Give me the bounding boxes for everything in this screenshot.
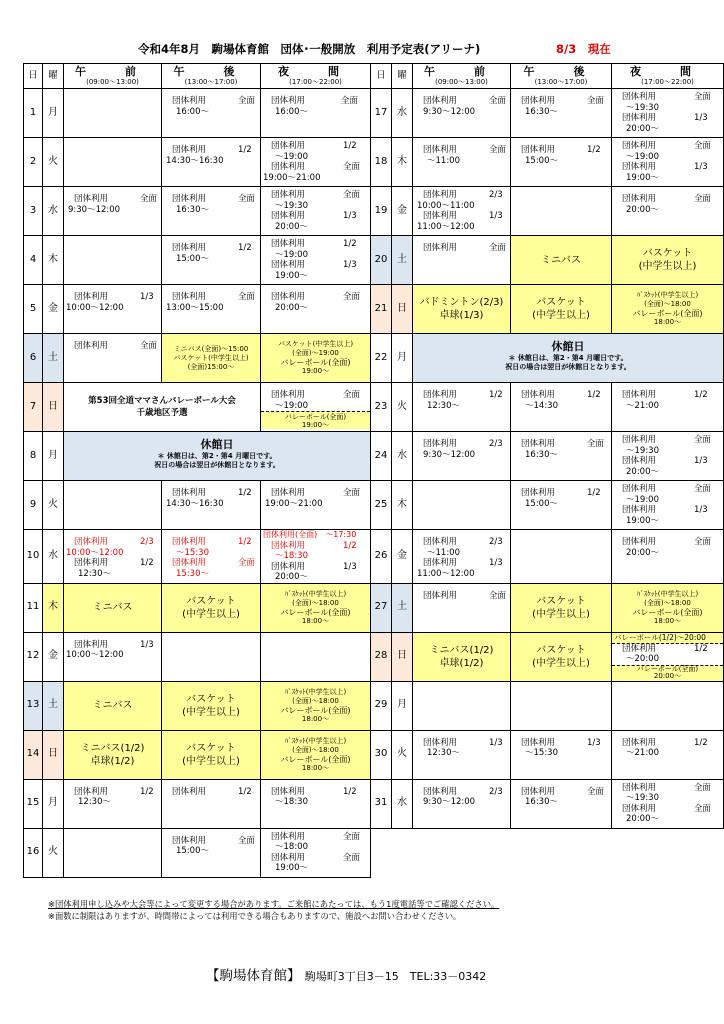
am-cell: [413, 481, 511, 530]
schedule-table: [23, 63, 724, 878]
weekday: 月: [392, 334, 413, 383]
empty-area: [371, 828, 724, 877]
table-row: [24, 481, 724, 530]
event-cell: 第53回全道ママさんバレーボール大会 千歳地区予選: [64, 383, 261, 432]
night-cell: 団体利用 全面 ～19:00 団体利用 1/3 19:00～: [612, 481, 724, 530]
table-row: [24, 632, 724, 681]
table-row: [24, 583, 724, 632]
night-cell: ﾊﾞｽｹｯﾄ(中学生以上) (全面)～18:00 バレーボール(全面) 18:00～: [261, 583, 371, 632]
weekday: 金: [392, 530, 413, 584]
day-number: 4: [24, 236, 43, 285]
pm-cell: 団体利用 全面 16:30～: [162, 187, 261, 236]
day-number: 20: [371, 236, 392, 285]
night-cell: バスケット(中学生以上) (全面)～19:00 バレーボール(全面) 19:00～: [261, 334, 371, 383]
am-cell: [64, 236, 162, 285]
table-row: [24, 730, 724, 779]
day-number: 9: [24, 481, 43, 530]
header-row: [24, 64, 724, 89]
day-number: 7: [24, 383, 43, 432]
am-cell: [64, 481, 162, 530]
am-cell: 団体利用 2/3 9:30～12:00: [413, 779, 511, 828]
col-day: 日: [24, 64, 43, 89]
weekday: 木: [43, 236, 64, 285]
weekday: 土: [43, 681, 64, 730]
day-number: 18: [371, 138, 392, 187]
table-row: [24, 187, 724, 236]
night-cell: 団体利用 全面 ～19:30 団体利用 全面 20:00～: [612, 779, 724, 828]
day-number: 30: [371, 730, 392, 779]
table-row: [24, 285, 724, 334]
pm-cell: ミニバス: [511, 236, 612, 285]
night-cell: 団体利用 全面 19:00～21:00: [261, 481, 371, 530]
pm-cell: 団体利用 1/2 14:30～16:30: [162, 481, 261, 530]
night-cell: 団体利用 全面 ～18:00 団体利用 全面 19:00～: [261, 828, 371, 877]
weekday: 木: [392, 138, 413, 187]
pm-cell: バスケット (中学生以上): [511, 583, 612, 632]
weekday: 火: [43, 828, 64, 877]
weekday: 水: [392, 779, 413, 828]
am-cell: ミニバス(1/2) 卓球(1/2): [413, 632, 511, 681]
col-night: 夜 間 (17:00～22:00): [612, 64, 724, 89]
col-pm: 午 後 (13:00～17:00): [162, 64, 261, 89]
weekday: 日: [43, 383, 64, 432]
am-cell: ミニバス: [64, 681, 162, 730]
night-cell: 団体利用 全面 ～19:30 団体利用 1/3 20:00～: [261, 187, 371, 236]
table-row: [24, 530, 724, 584]
day-number: 29: [371, 681, 392, 730]
pm-cell: [162, 632, 261, 681]
facility-name: 【駒場体育館】: [206, 968, 301, 984]
pm-cell: 団体利用 1/2 15:00～: [511, 481, 612, 530]
night-cell: 団体利用 1/2 ～18:30: [261, 779, 371, 828]
day-number: 1: [24, 89, 43, 138]
night-cell: 団体利用 全面 ～19:30 団体利用 1/3 20:00～: [612, 432, 724, 481]
pm-cell: [511, 530, 612, 584]
night-cell: ﾊﾞｽｹｯﾄ(中学生以上) (全面)～18:00 バレーボール(全面) 18:00～: [612, 583, 724, 632]
night-cell: ﾊﾞｽｹｯﾄ(中学生以上) (全面)～18:00 バレーボール(全面) 18:00～: [612, 285, 724, 334]
col-am: 午 前 (09:00～13:00): [413, 64, 511, 89]
am-cell: [64, 828, 162, 877]
pm-cell: 団体利用 1/2: [162, 779, 261, 828]
col-day: 日: [371, 64, 392, 89]
am-cell: 団体利用 1/3 10:00～12:00: [64, 285, 162, 334]
weekday: 金: [43, 632, 64, 681]
am-cell: ミニバス(1/2) 卓球(1/2): [64, 730, 162, 779]
pm-cell: [511, 187, 612, 236]
notes: [48, 898, 499, 922]
day-number: 12: [24, 632, 43, 681]
col-weekday: 曜: [43, 64, 64, 89]
table-row: [24, 432, 724, 481]
day-number: 2: [24, 138, 43, 187]
weekday: 木: [43, 583, 64, 632]
am-cell: [64, 138, 162, 187]
day-number: 3: [24, 187, 43, 236]
day-number: 10: [24, 530, 43, 584]
pm-cell: 団体利用 全面 16:00～: [162, 89, 261, 138]
pm-cell: 団体利用 全面 16:30～: [511, 89, 612, 138]
note-capacity: ※面数に制限はありますが、時間帯によっては利用できる場合もありますので、施設へお問い合わせください。: [48, 911, 462, 921]
pm-cell: 団体利用 1/2 14:30～16:30: [162, 138, 261, 187]
am-cell: 団体利用 全面: [64, 334, 162, 383]
am-cell: 団体利用 全面: [413, 236, 511, 285]
night-cell: 団体利用 全面 ～19:30 団体利用 1/3 20:00～: [612, 89, 724, 138]
day-number: 14: [24, 730, 43, 779]
day-number: 6: [24, 334, 43, 383]
weekday: 火: [43, 481, 64, 530]
day-number: 16: [24, 828, 43, 877]
day-number: 19: [371, 187, 392, 236]
night-cell: 団体利用 1/2 ～21:00: [612, 383, 724, 432]
day-number: 5: [24, 285, 43, 334]
day-number: 13: [24, 681, 43, 730]
am-cell: [413, 681, 511, 730]
pm-cell: [511, 681, 612, 730]
am-cell: 団体利用 2/3 ～11:00 団体利用 1/3 11:00～12:00: [413, 530, 511, 584]
schedule-title: 令和4年8月 駒場体育館 団体･一般開放 利用予定表(アリーナ): [138, 42, 481, 56]
am-cell: ミニバス: [64, 583, 162, 632]
day-number: 26: [371, 530, 392, 584]
weekday: 月: [392, 681, 413, 730]
night-cell: 団体利用 1/2 ～19:00 団体利用 全面 19:00～21:00: [261, 138, 371, 187]
day-number: 15: [24, 779, 43, 828]
night-cell: 団体利用 全面 20:00～: [261, 285, 371, 334]
day-number: 11: [24, 583, 43, 632]
weekday: 月: [43, 779, 64, 828]
am-cell: 団体利用 2/3 10:00～12:00 団体利用 1/2 12:30～: [64, 530, 162, 584]
weekday: 金: [43, 285, 64, 334]
footer: [206, 964, 486, 984]
day-number: 31: [371, 779, 392, 828]
col-weekday: 曜: [392, 64, 413, 89]
am-cell: 団体利用 全面 9:30～12:00: [64, 187, 162, 236]
update-date: 8/3 現在: [556, 42, 611, 56]
col-pm: 午 後 (13:00～17:00): [511, 64, 612, 89]
am-cell: 団体利用 1/2 12:30～: [64, 779, 162, 828]
night-cell: [612, 681, 724, 730]
am-cell: 団体利用 1/2 12:30～: [413, 383, 511, 432]
table-row: [24, 828, 724, 877]
day-number: 28: [371, 632, 392, 681]
pm-cell: バスケット (中学生以上): [511, 285, 612, 334]
night-cell: 団体利用 全面 ～19:00 バレーボール(全面) 19:00～: [261, 383, 371, 432]
day-number: 22: [371, 334, 392, 383]
weekday: 水: [392, 432, 413, 481]
weekday: 水: [43, 530, 64, 584]
night-cell: 団体利用 全面 16:00～: [261, 89, 371, 138]
weekday: 土: [392, 583, 413, 632]
note-change: ※団体利用申し込みや大会等によって変更する場合があります。ご来館にあたっては、もう1度電話等でご確認ください。: [48, 899, 500, 909]
am-cell: 団体利用 1/3 12:30～: [413, 730, 511, 779]
day-number: 21: [371, 285, 392, 334]
weekday: 火: [392, 383, 413, 432]
pm-cell: 団体利用 全面 16:30～: [511, 432, 612, 481]
night-cell: 団体利用 全面 20:00～: [612, 530, 724, 584]
night-cell: 団体利用 1/2 ～19:00 団体利用 1/3 19:00～: [261, 236, 371, 285]
weekday: 月: [43, 89, 64, 138]
table-row: [24, 236, 724, 285]
pm-cell: バスケット (中学生以上): [162, 681, 261, 730]
pm-cell: ミニバス(全面)～15:00 バスケット(中学生以上) (全面)15:00～: [162, 334, 261, 383]
table-row: [24, 138, 724, 187]
night-cell: 団体利用 1/2 ～21:00: [612, 730, 724, 779]
weekday: 日: [392, 632, 413, 681]
pm-cell: 団体利用 全面 13:00～15:00: [162, 285, 261, 334]
night-cell: 団体利用 全面 20:00～: [612, 187, 724, 236]
pm-cell: 団体利用 1/2 15:00～: [162, 236, 261, 285]
am-cell: 団体利用 2/3 10:00～11:00 団体利用 1/3 11:00～12:00: [413, 187, 511, 236]
day-number: 25: [371, 481, 392, 530]
day-number: 17: [371, 89, 392, 138]
night-cell: [261, 632, 371, 681]
night-cell: 団体利用 全面 ～19:00 団体利用 1/3 19:00～: [612, 138, 724, 187]
night-cell: ﾊﾞｽｹｯﾄ(中学生以上) (全面)～18:00 バレーボール(全面) 18:00～: [261, 730, 371, 779]
table-row: [24, 89, 724, 138]
pm-cell: 団体利用 全面 16:30～: [511, 779, 612, 828]
weekday: 木: [392, 481, 413, 530]
table-row: [24, 681, 724, 730]
day-number: 27: [371, 583, 392, 632]
am-cell: 団体利用 2/3 9:30～12:00: [413, 432, 511, 481]
pm-cell: 団体利用 1/2 15:00～: [511, 138, 612, 187]
am-cell: バドミントン(2/3) 卓球(1/3): [413, 285, 511, 334]
table-row: [24, 779, 724, 828]
weekday: 金: [392, 187, 413, 236]
weekday: 水: [392, 89, 413, 138]
weekday: 土: [43, 334, 64, 383]
weekday: 月: [43, 432, 64, 481]
pm-cell: 団体利用 1/3 ～15:30: [511, 730, 612, 779]
night-cell: ﾊﾞｽｹｯﾄ(中学生以上) (全面)～18:00 バレーボール(全面) 18:00～: [261, 681, 371, 730]
pm-cell: 団体利用 全面 15:00～: [162, 828, 261, 877]
table-row: [24, 334, 724, 383]
page-title: [0, 41, 724, 59]
am-cell: 団体利用 1/3 10:00～12:00: [64, 632, 162, 681]
weekday: 日: [392, 285, 413, 334]
weekday: 水: [43, 187, 64, 236]
am-cell: 団体利用 全面 ～11:00: [413, 138, 511, 187]
weekday: 日: [43, 730, 64, 779]
day-number: 24: [371, 432, 392, 481]
am-cell: 団体利用 全面 9:30～12:00: [413, 89, 511, 138]
closed-day-cell: 休館日 ＊ 休館日は、第2・第4 月曜日です。 祝日の場合は翌日が休館日となります。: [413, 334, 724, 383]
weekday: 火: [43, 138, 64, 187]
pm-cell: バスケット (中学生以上): [511, 632, 612, 681]
closed-day-cell: 休館日 ＊ 休館日は、第2・第4 月曜日です。 祝日の場合は翌日が休館日となります。: [64, 432, 371, 481]
col-am: 午 前 (09:00～13:00): [64, 64, 162, 89]
weekday: 土: [392, 236, 413, 285]
facility-address: 駒場町3丁目3－15 TEL:33－0342: [304, 970, 487, 983]
col-night: 夜 間 (17:00～22:00): [261, 64, 371, 89]
pm-cell: 団体利用 1/2 ～15:30 団体利用 全面 15:30～: [162, 530, 261, 584]
pm-cell: バスケット (中学生以上): [162, 583, 261, 632]
pm-cell: 団体利用 1/2 ～14:30: [511, 383, 612, 432]
day-number: 8: [24, 432, 43, 481]
weekday: 火: [392, 730, 413, 779]
pm-cell: バスケット (中学生以上): [162, 730, 261, 779]
am-cell: [64, 89, 162, 138]
night-cell: 団体利用(全面) ～17:30 団体利用 1/2 ～18:30 団体利用 1/3 20:00～: [261, 530, 371, 584]
day-number: 23: [371, 383, 392, 432]
night-cell: バスケット (中学生以上): [612, 236, 724, 285]
night-cell: バレーボール(1/2)～20:00 団体利用 1/2 ～20:00 バレーボール(全面) 20:00～: [612, 632, 724, 681]
am-cell: 団体利用 全面: [413, 583, 511, 632]
table-row: [24, 383, 724, 432]
